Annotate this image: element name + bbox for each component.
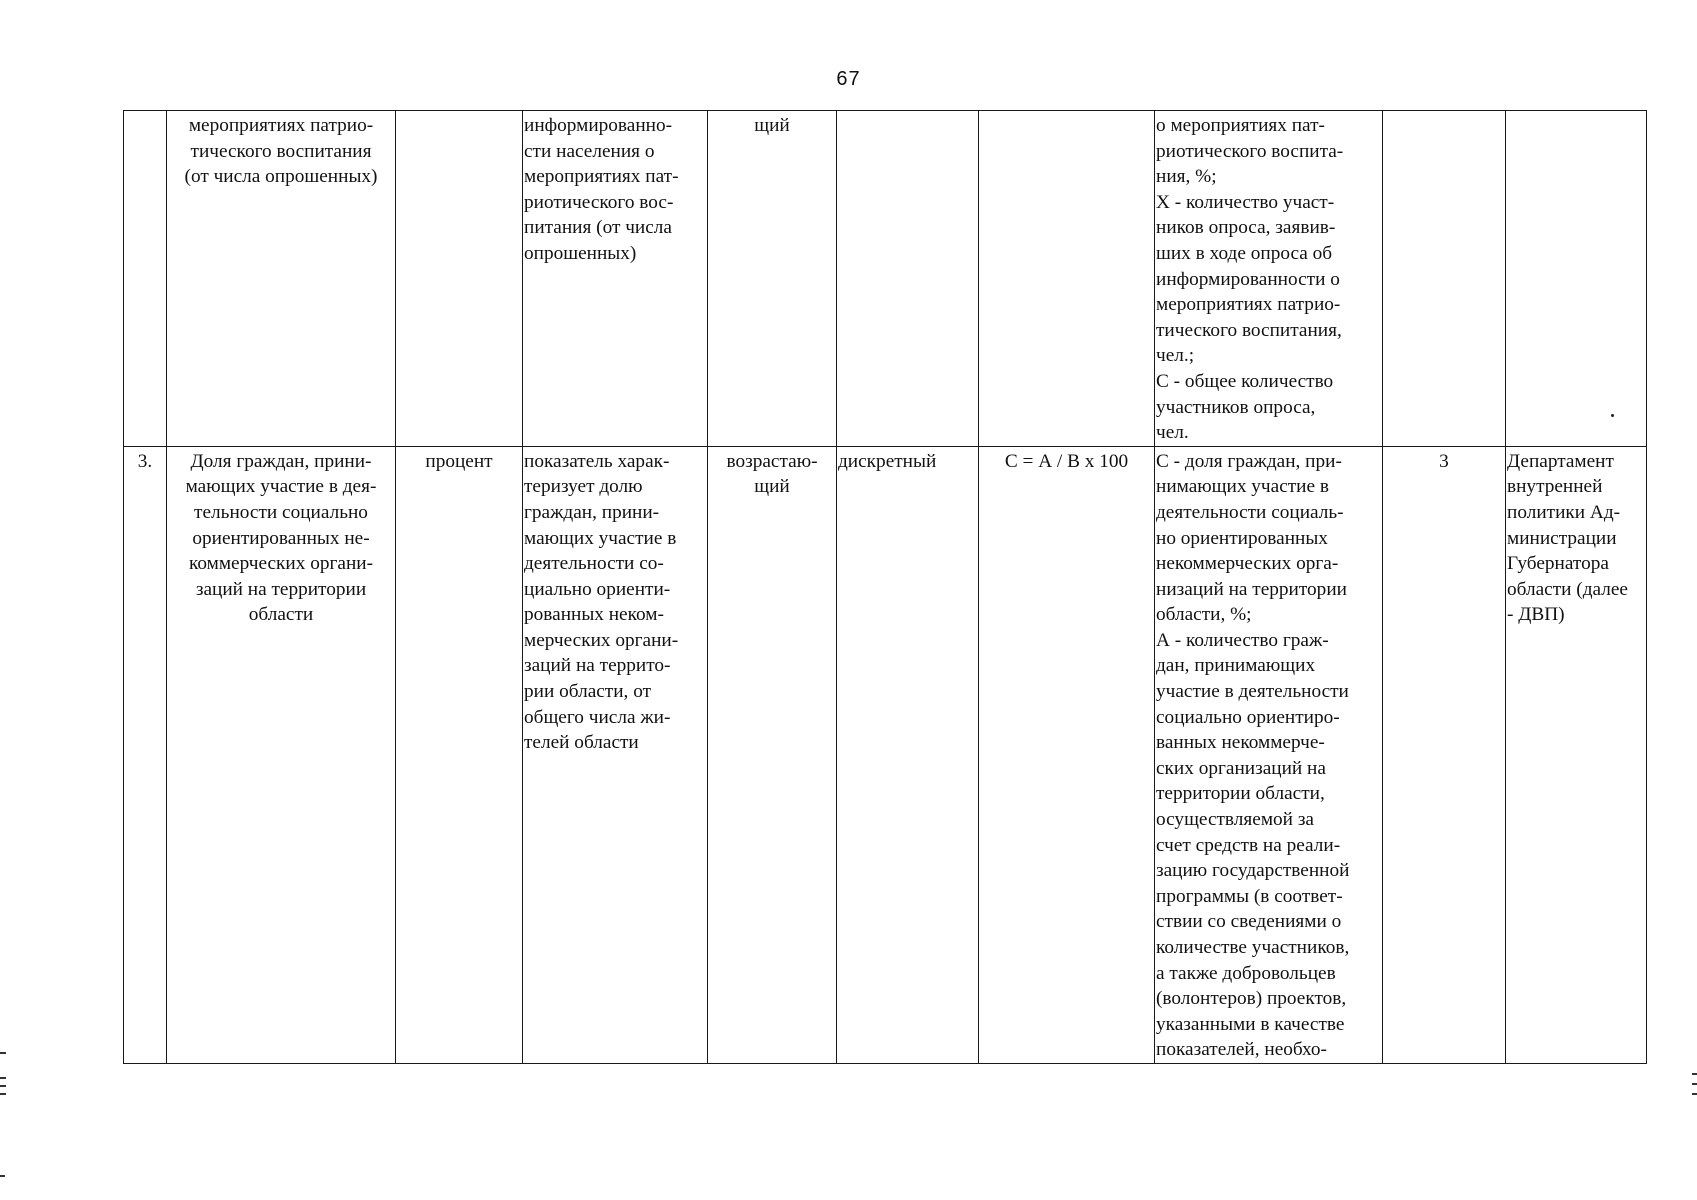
scan-speck (1611, 414, 1614, 417)
cell-method (1383, 111, 1506, 447)
cell-number (124, 111, 167, 447)
page-number: 67 (836, 68, 861, 90)
left-margin-tick (0, 1085, 6, 1087)
cell-explanation: С - доля граждан, при- нимающих участие в деятельности социаль- но ориентированных некоммерческих орга- низаций на территории области, %; А - количество граж- дан, принимающих участие в деятельности социально ориентиро- ванных некоммерче- ских организаций на территории области, осуществляемой за счет средств на реали- зацию государственной программы (в соответ- ствии со сведениями о количестве участников, а также добровольцев (волонтеров) проектов, указанными в качестве показателей, необхо- (1155, 446, 1383, 1063)
cell-explanation: о мероприятиях пат- риотического воспита- ния, %; Х - количество участ- ников опроса, заявив- ших в ходе опроса об информированности о мероприятиях патрио- тического воспитания, чел.; С - общее количество участников опроса, чел. (1155, 111, 1383, 447)
cell-indicator-name: Доля граждан, прини- мающих участие в дея- тельности социально ориентированных не- коммерческих органи- заций на территории области (167, 446, 396, 1063)
left-margin-tick (0, 1175, 5, 1177)
cell-type (837, 111, 979, 447)
left-margin-tick (0, 1052, 6, 1054)
right-margin-tick (1692, 1083, 1697, 1085)
right-margin-tick (1692, 1093, 1697, 1095)
cell-description: информированно- сти населения о мероприятиях пат- риотического вос- питания (от числа опрошенных) (523, 111, 708, 447)
cell-responsible (1506, 111, 1647, 447)
indicator-table (123, 110, 1647, 1064)
cell-responsible: Департамент внутренней политики Ад- министрации Губернатора области (далее - ДВП) (1506, 446, 1647, 1063)
cell-dynamics: щий (708, 111, 837, 447)
cell-method: 3 (1383, 446, 1506, 1063)
cell-formula: С = А / В х 100 (979, 446, 1155, 1063)
cell-unit: процент (396, 446, 523, 1063)
cell-description: показатель харак- теризует долю граждан, прини- мающих участие в деятельности со- циально ориенти- рованных неком- мерческих органи- заций на террито- рии области, от общего числа жи- телей области (523, 446, 708, 1063)
cell-formula (979, 111, 1155, 447)
table-row (124, 446, 1647, 1063)
left-margin-tick (0, 1077, 6, 1079)
cell-dynamics: возрастаю- щий (708, 446, 837, 1063)
right-margin-tick (1692, 1073, 1697, 1075)
cell-number: 3. (124, 446, 167, 1063)
table-row (124, 111, 1647, 447)
cell-unit (396, 111, 523, 447)
left-margin-tick (0, 1093, 6, 1095)
cell-indicator-name: мероприятиях патрио- тического воспитания (от числа опрошенных) (167, 111, 396, 447)
cell-type: дискретный (837, 446, 979, 1063)
